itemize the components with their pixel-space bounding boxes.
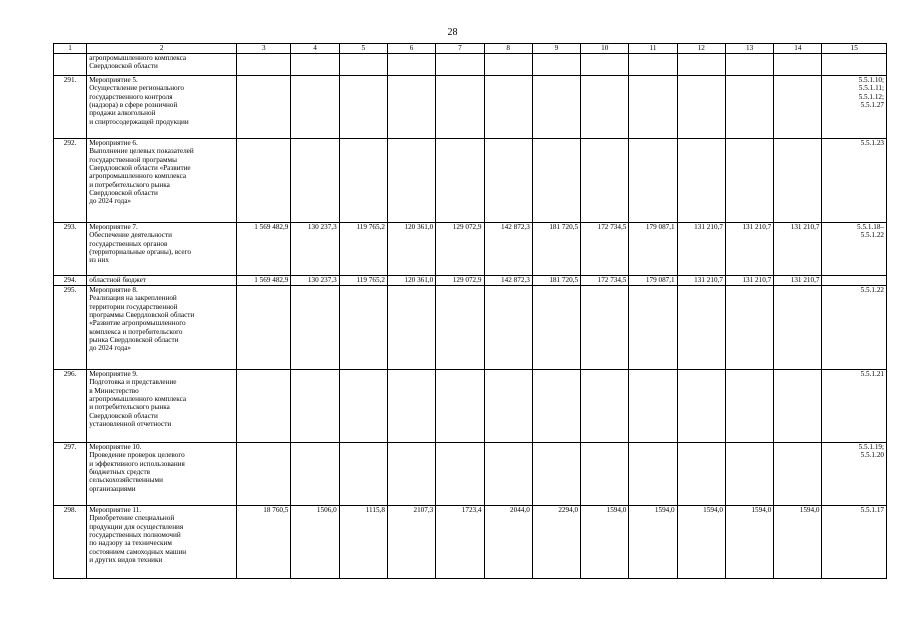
description-line: в Министерство [89, 386, 139, 395]
amount-cell [291, 76, 339, 139]
column-header: 10 [581, 44, 629, 54]
amount-cell: 1594,0 [725, 506, 773, 579]
event-description [87, 76, 237, 139]
description-line: и других видов техники [89, 556, 163, 565]
column-header: 3 [237, 44, 291, 54]
amount-cell [387, 370, 435, 443]
amount-cell [677, 76, 725, 139]
indicator-ref: 5.5.1.23 [860, 139, 884, 147]
description-line: комплекса и потребительского [89, 327, 183, 336]
amount-cell [339, 286, 387, 370]
amount-cell: 179 087,1 [629, 223, 677, 276]
amount-cell [237, 443, 291, 506]
amount-cell: 119 765,2 [339, 223, 387, 276]
description-line: государственных полномочий [89, 531, 181, 540]
amount-cell: 1594,0 [581, 506, 629, 579]
amount-cell: 131 210,7 [677, 223, 725, 276]
amount-cell [581, 54, 629, 76]
event-description [87, 370, 237, 443]
row-number: 296. [54, 370, 87, 443]
amount-cell: 120 361,0 [387, 223, 435, 276]
amount-cell: 1506,0 [291, 506, 339, 579]
description-line: (надзора) в сфере розничной [89, 101, 178, 110]
row-number: 292. [54, 139, 87, 223]
amount-cell [237, 54, 291, 76]
amount-cell [237, 286, 291, 370]
amount-cell [725, 76, 773, 139]
amount-cell [774, 286, 822, 370]
amount-cell [387, 54, 435, 76]
amount-cell: 181 720,5 [532, 223, 580, 276]
event-description [87, 223, 237, 276]
amount-cell: 131 210,7 [774, 223, 822, 276]
column-header: 8 [484, 44, 532, 54]
event-description [87, 286, 237, 370]
description-line: установленной отчетности [89, 420, 172, 429]
description-line: Мероприятие 9. [89, 370, 138, 378]
amount-cell [237, 139, 291, 223]
description-line: по надзору за техническим [89, 539, 172, 548]
target-indicator-refs [822, 370, 887, 443]
amount-cell: 1594,0 [677, 506, 725, 579]
row-number: 298. [54, 506, 87, 579]
description-line: состоянием самоходных машин [89, 547, 187, 556]
amount-cell: 2294,0 [532, 506, 580, 579]
table-row [54, 443, 887, 506]
amount-cell [581, 370, 629, 443]
row-number: 297. [54, 443, 87, 506]
column-header: 7 [436, 44, 484, 54]
description-line: государственной программы [89, 155, 177, 164]
amount-cell [677, 54, 725, 76]
amount-cell [532, 139, 580, 223]
amount-cell [237, 370, 291, 443]
amount-cell [436, 286, 484, 370]
description-line: Свердловской области [89, 189, 158, 198]
column-header: 13 [725, 44, 773, 54]
target-indicator-refs [822, 276, 887, 286]
column-header: 1 [54, 44, 87, 54]
amount-cell [291, 370, 339, 443]
amount-cell: 172 734,5 [581, 276, 629, 286]
amount-cell: 131 210,7 [725, 223, 773, 276]
amount-cell [774, 76, 822, 139]
amount-cell [339, 76, 387, 139]
amount-cell [677, 370, 725, 443]
amount-cell [629, 443, 677, 506]
table-header-row [54, 44, 887, 54]
page-number: 28 [447, 27, 458, 38]
target-indicator-refs [822, 76, 887, 139]
description-line: до 2024 года» [89, 197, 132, 206]
amount-cell: 18 760,5 [237, 506, 291, 579]
description-line: и эффективного использования [89, 459, 185, 468]
table-row [54, 223, 887, 276]
amount-cell [436, 139, 484, 223]
description-line: агропромышленного комплекса [89, 172, 187, 181]
description-line: Мероприятие 5. [89, 76, 138, 84]
description-line: Свердловской области [89, 62, 158, 71]
amount-cell [774, 370, 822, 443]
description-line: (территориальные органы), всего [89, 248, 191, 257]
description-line: областной бюджет [89, 276, 146, 284]
amount-cell: 179 087,1 [629, 276, 677, 286]
amount-cell [725, 370, 773, 443]
amount-cell [339, 54, 387, 76]
table-row [54, 276, 887, 286]
amount-cell [581, 139, 629, 223]
amount-cell [484, 286, 532, 370]
target-indicator-refs [822, 139, 887, 223]
table-row [54, 54, 887, 76]
description-line: агропромышленного комплекса [89, 54, 187, 62]
description-line: Обеспечение деятельности [89, 231, 172, 240]
amount-cell [725, 443, 773, 506]
target-indicator-refs [822, 223, 887, 276]
indicator-ref: 5.5.1.27 [860, 101, 884, 110]
description-line: Свердловской области [89, 411, 158, 420]
amount-cell: 172 734,5 [581, 223, 629, 276]
amount-cell [725, 286, 773, 370]
amount-cell: 2044,0 [484, 506, 532, 579]
amount-cell [677, 139, 725, 223]
amount-cell: 1723,4 [436, 506, 484, 579]
amount-cell [237, 76, 291, 139]
amount-cell [532, 54, 580, 76]
amount-cell [774, 139, 822, 223]
amount-cell [581, 286, 629, 370]
column-header: 9 [532, 44, 580, 54]
column-header: 5 [339, 44, 387, 54]
amount-cell [291, 139, 339, 223]
description-line: Мероприятие 8. [89, 286, 138, 294]
column-header: 6 [387, 44, 435, 54]
amount-cell: 131 210,7 [677, 276, 725, 286]
event-description [87, 276, 237, 286]
description-line: государственного контроля [89, 92, 173, 101]
row-number: 295. [54, 286, 87, 370]
amount-cell [484, 443, 532, 506]
amount-cell [484, 370, 532, 443]
description-line: Осуществление регионального [89, 84, 184, 93]
description-line: Мероприятие 10. [89, 443, 142, 451]
indicator-ref: 5.5.1.11; [858, 84, 884, 93]
event-description [87, 443, 237, 506]
description-line: рынка Свердловской области [89, 336, 179, 345]
event-description [87, 54, 237, 76]
indicator-ref: 5.5.1.18– [857, 223, 884, 231]
amount-cell [436, 54, 484, 76]
amount-cell [339, 443, 387, 506]
amount-cell [725, 54, 773, 76]
amount-cell [291, 443, 339, 506]
description-line: государственных органов [89, 239, 168, 248]
description-line: агропромышленного комплекса [89, 395, 187, 404]
amount-cell [629, 76, 677, 139]
event-description [87, 139, 237, 223]
amount-cell: 130 237,3 [291, 276, 339, 286]
indicator-ref: 5.5.1.17 [860, 506, 884, 514]
amount-cell [774, 443, 822, 506]
description-line: Реализация на закрепленной [89, 294, 177, 303]
description-line: Выполнение целевых показателей [89, 147, 194, 156]
target-indicator-refs [822, 286, 887, 370]
row-number: 293. [54, 223, 87, 276]
amount-cell [484, 54, 532, 76]
amount-cell: 142 872,3 [484, 223, 532, 276]
description-line: сельскохозяйственными [89, 476, 163, 485]
target-indicator-refs [822, 506, 887, 579]
column-header: 15 [822, 44, 887, 54]
description-line: и потребительского рынка [89, 180, 170, 189]
description-line: Мероприятие 6. [89, 139, 138, 147]
amount-cell: 181 720,5 [532, 276, 580, 286]
amount-cell [291, 54, 339, 76]
amount-cell [436, 370, 484, 443]
amount-cell: 119 765,2 [339, 276, 387, 286]
amount-cell [725, 139, 773, 223]
row-number: 294. [54, 276, 87, 286]
amount-cell [532, 76, 580, 139]
amount-cell: 1 569 482,9 [237, 276, 291, 286]
description-line: до 2024 года» [89, 344, 132, 353]
amount-cell: 1 569 482,9 [237, 223, 291, 276]
column-header: 11 [629, 44, 677, 54]
amount-cell [629, 54, 677, 76]
column-header: 12 [677, 44, 725, 54]
description-line: «Развитие агропромышленного [89, 319, 186, 328]
row-number: 291. [54, 76, 87, 139]
indicator-ref: 5.5.1.12; [858, 92, 884, 101]
amount-cell: 129 072,9 [436, 276, 484, 286]
target-indicator-refs [822, 443, 887, 506]
amount-cell [387, 443, 435, 506]
amount-cell [484, 76, 532, 139]
description-line: бюджетных средств [89, 468, 151, 477]
amount-cell [677, 286, 725, 370]
description-line: территории государственной [89, 302, 178, 311]
amount-cell [339, 370, 387, 443]
table-row [54, 139, 887, 223]
amount-cell [387, 139, 435, 223]
description-line: и спиртосодержащей продукции [89, 117, 189, 126]
column-header: 2 [87, 44, 237, 54]
indicator-ref: 5.5.1.20 [860, 451, 884, 460]
indicator-ref: 5.5.1.21 [860, 370, 884, 378]
description-line: продукции для осуществления [89, 522, 184, 531]
description-line: Проведение проверок целевого [89, 451, 185, 460]
description-line: продажи алкогольной [89, 109, 156, 118]
amount-cell: 1594,0 [629, 506, 677, 579]
description-line: Свердловской области «Развитие [89, 164, 191, 173]
amount-cell: 130 237,3 [291, 223, 339, 276]
amount-cell [532, 286, 580, 370]
amount-cell: 120 361,0 [387, 276, 435, 286]
amount-cell: 2107,3 [387, 506, 435, 579]
amount-cell [581, 443, 629, 506]
amount-cell [532, 370, 580, 443]
amount-cell [291, 286, 339, 370]
description-line: программы Свердловской области [89, 311, 195, 320]
table-row [54, 370, 887, 443]
amount-cell [629, 139, 677, 223]
amount-cell [581, 76, 629, 139]
description-line: Мероприятие 7. [89, 223, 138, 231]
amount-cell [629, 370, 677, 443]
indicator-ref: 5.5.1.22 [860, 231, 884, 240]
amount-cell [532, 443, 580, 506]
event-description [87, 506, 237, 579]
amount-cell [387, 76, 435, 139]
indicator-ref: 5.5.1.22 [860, 286, 884, 294]
column-header: 14 [774, 44, 822, 54]
amount-cell [484, 139, 532, 223]
table-row [54, 76, 887, 139]
program-events-table [53, 43, 887, 579]
indicator-ref: 5.5.1.10; [858, 76, 884, 84]
table-row [54, 506, 887, 579]
amount-cell: 129 072,9 [436, 223, 484, 276]
table-row [54, 286, 887, 370]
target-indicator-refs [822, 54, 887, 76]
amount-cell: 1115,8 [339, 506, 387, 579]
description-line: и потребительского рынка [89, 403, 170, 412]
amount-cell: 1594,0 [774, 506, 822, 579]
amount-cell [436, 443, 484, 506]
description-line: Мероприятие 11. [89, 506, 142, 514]
description-line: из них [89, 256, 109, 265]
amount-cell: 131 210,7 [725, 276, 773, 286]
column-header: 4 [291, 44, 339, 54]
description-line: Подготовка и представление [89, 378, 177, 387]
indicator-ref: 5.5.1.19; [858, 443, 884, 451]
amount-cell [774, 54, 822, 76]
amount-cell: 131 210,7 [774, 276, 822, 286]
amount-cell [436, 76, 484, 139]
description-line: организациями [89, 484, 136, 493]
amount-cell [387, 286, 435, 370]
amount-cell [339, 139, 387, 223]
amount-cell: 142 872,3 [484, 276, 532, 286]
row-number [54, 54, 87, 76]
amount-cell [629, 286, 677, 370]
description-line: Приобретение специальной [89, 514, 175, 523]
amount-cell [677, 443, 725, 506]
